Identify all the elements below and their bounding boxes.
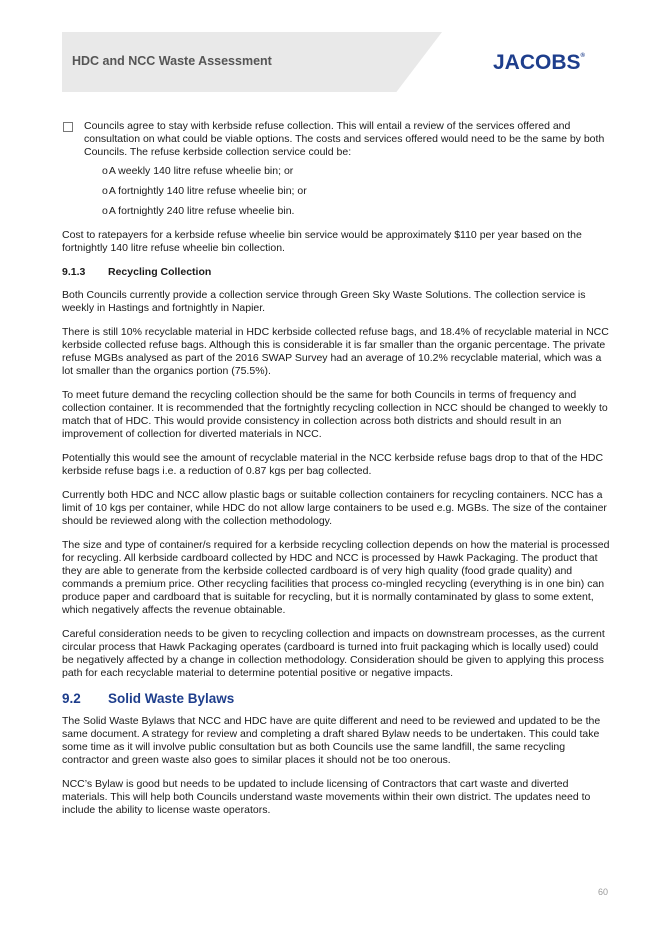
circle-bullet-icon: o xyxy=(102,165,108,177)
paragraph: The Solid Waste Bylaws that NCC and HDC have are quite different and need to be reviewed and updated to be the same document. A strategy for review and completing a draft shared Bylaw needs to be undertaken. This could take some time as it will involve public consultation but as both Councils use the same landfill, the same recycling contractor and green waste also goes to similar places it should not be too onerous. xyxy=(62,715,601,766)
page-number: 60 xyxy=(597,887,608,897)
sub-bullet-list xyxy=(102,165,610,218)
sub-bullet-item: oA weekly 140 litre refuse wheelie bin; or xyxy=(102,165,294,177)
section-number: 9.1.3 xyxy=(62,266,86,278)
paragraph: There is still 10% recyclable material in HDC kerbside collected refuse bags, and 18.4% of recyclable material in NCC kerbside collected refuse bags. Although this is considerable it is far smaller than the organic percentage. The private refuse MGBs analysed as part of the 2016 SWAP Survey had an average of 10.2% recyclable material, which was a lot smaller than the organics portion (75.5%). xyxy=(62,326,609,377)
circle-bullet-icon: o xyxy=(102,185,108,197)
paragraph: Both Councils currently provide a collection service through Green Sky Waste Solutions. The collection service is weekly in Hastings and fortnightly in Napier. xyxy=(62,289,586,314)
paragraph: NCC’s Bylaw is good but needs to be updated to include licensing of Contractors that cart waste and diverted materials. This will help both Councils understand waste movements within their own district. The updates need to include the ability to license waste operators. xyxy=(62,778,591,816)
section-title: Solid Waste Bylaws xyxy=(108,691,235,706)
page-content xyxy=(62,120,610,828)
paragraph: To meet future demand the recycling collection should be the same for both Councils in terms of frequency and collection container. It is recommended that the fortnightly recycling collection in NCC should be changed to weekly to match that of HDC. This would provide consistency in collection across both districts and should result in an improvement of collection for diverted materials in NCC. xyxy=(62,389,608,440)
bullet-item xyxy=(62,120,610,159)
bullet-text: Councils agree to stay with kerbside refuse collection. This will entail a review of the services offered and consultation on what could be viable options. The costs and services offered would need to be the same by both Councils. The refuse kerbside collection service could be: xyxy=(84,120,605,158)
sub-bullet-item: oA fortnightly 140 litre refuse wheelie bin; or xyxy=(102,185,307,197)
section-title: Recycling Collection xyxy=(108,266,212,278)
paragraph: Potentially this would see the amount of recyclable material in the NCC kerbside refuse bags drop to that of the HDC kerbside refuse bags i.e. a reduction of 0.87 kgs per bag collected. xyxy=(62,452,604,477)
section-number: 9.2 xyxy=(62,691,81,706)
paragraph: Currently both HDC and NCC allow plastic bags or suitable collection containers for recycling containers. NCC has a limit of 10 kgs per container, while HDC do not allow large containers to be used e.g. MGBs. The size of the container should be reviewed along with the collection methodology. xyxy=(62,489,607,527)
paragraph-cost: Cost to ratepayers for a kerbside refuse wheelie bin service would be approximately $110 per year based on the fortnightly 140 litre refuse wheelie bin collection. xyxy=(62,229,582,254)
jacobs-logo xyxy=(493,51,585,75)
section-heading-9-1-3 xyxy=(62,266,610,279)
paragraph: The size and type of container/s required for a kerbside recycling collection depends on how the material is processed for recycling. All kerbside cardboard collected by HDC and NCC is processed by Hawk Packaging. The product that they are able to generate from the kerbside collected cardboard is of very high quality (food grade quality) and commands a premium price. Other recycling facilities that process co-mingled recycling (everything is in one bin) can produce paper and cardboard that is suitable for recycling, but it is normally contaminated by glass to some extent, which negatively affects the revenue obtainable. xyxy=(62,539,610,616)
bullet-square-icon xyxy=(63,122,73,132)
sub-bullet-item: oA fortnightly 240 litre refuse wheelie bin. xyxy=(102,205,295,217)
registered-mark: ® xyxy=(580,53,585,59)
circle-bullet-icon: o xyxy=(102,205,108,217)
paragraph: Careful consideration needs to be given to recycling collection and impacts on downstream processes, as the current circular process that Hawk Packaging operates (cardboard is turned into fruit packaging which is locally used) could be negatively affected by a change in collection methodology. Consideration should be given to applying this process path for each recyclable material to determine potential positive or negative impacts. xyxy=(62,628,605,679)
logo-text: JACOBS xyxy=(493,51,581,74)
document-title: HDC and NCC Waste Assessment xyxy=(72,54,272,68)
section-heading-9-2 xyxy=(62,692,610,705)
